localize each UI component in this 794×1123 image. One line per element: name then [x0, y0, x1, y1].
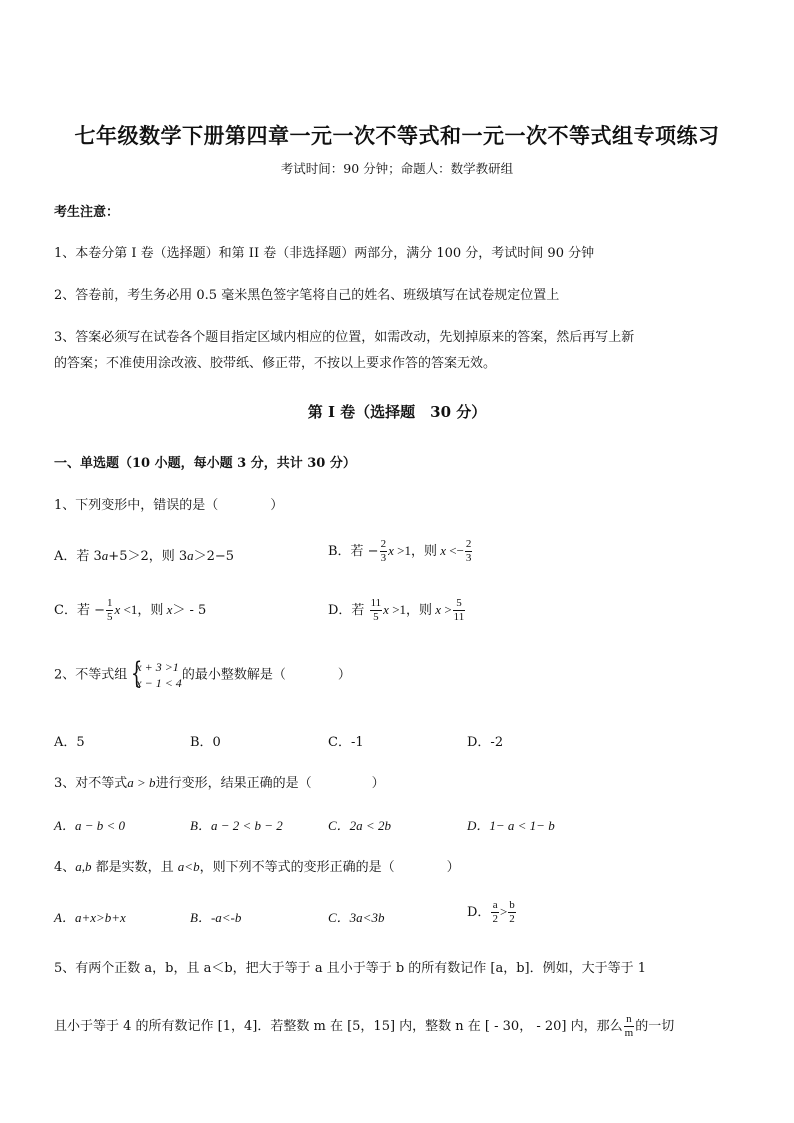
q4-d-gt: >	[499, 904, 508, 919]
q1-a-var1: a	[101, 548, 109, 563]
q1-d-den2: 11	[453, 611, 465, 623]
question-4-stem	[54, 856, 460, 875]
q2-option-a[interactable]: A．5	[54, 735, 85, 750]
q1-option-d[interactable]	[328, 597, 466, 624]
section1-title: 一、单选题（10 小题，每小题 3 分，共计 30 分）	[54, 456, 356, 471]
q1-b-num: 2	[380, 538, 387, 550]
q2-inequality-system: { x + 3 >1 x − 1 < 4	[131, 656, 182, 691]
notice-item-2: 2、答卷前，考生务必用 0.5 毫米黑色签字笔将自己的姓名、班级填写在试卷规定位置上	[54, 288, 560, 303]
q4-option-c[interactable]: C．3a<3b	[328, 910, 385, 925]
q4-d-fraction-1	[491, 899, 499, 926]
notice-item-1: 1、本卷分第 I 卷（选择题）和第 II 卷（非选择题）两部分，满分 100 分，考试时间 90 分钟	[54, 246, 595, 261]
q1-d-num: 11	[370, 597, 382, 609]
q1-b-ineq: >1，则	[393, 543, 441, 558]
q5-line2-a: 且小于等于 4 的所有数记作 [1，4]．若整数 m 在 [5，15] 内，整数 n 在 [ - 30， - 20] 内，那么	[54, 1019, 623, 1034]
question-5-line-1: 5、有两个正数 a，b，且 a＜b，把大于等于 a 且小于等于 b 的所有数记作 [a，b]．例如，大于等于 1	[54, 961, 647, 976]
q1-stem-text: 1、下列变形中，错误的是（	[54, 498, 219, 513]
q3-option-d[interactable]: D．1− a < 1− b	[467, 818, 555, 833]
q1-d-x: x	[383, 602, 389, 617]
q4-d-num2: b	[509, 899, 515, 911]
q1-c-num: 1	[106, 597, 113, 609]
q3-option-a[interactable]: A．a − b < 0	[54, 818, 125, 833]
q1-c-fraction	[106, 597, 114, 624]
question-5-line-2	[54, 1013, 674, 1040]
q2-row-1: x + 3 >1	[136, 660, 179, 674]
q1-d-prefix: D．若	[328, 603, 369, 618]
q4-d-prefix: D．	[467, 905, 491, 920]
q2-suffix: 的最小整数解是（	[181, 667, 286, 683]
q3-ineq: a > b	[127, 775, 156, 790]
q1-d-ineq: >1，则	[388, 602, 436, 617]
q1-b-fraction	[380, 538, 388, 565]
exam-subtitle: 考试时间：90 分钟；命题人：数学教研组	[280, 161, 514, 176]
q3-close: ）	[371, 776, 385, 791]
q1-a-mid: +5＞2，则 3	[108, 549, 188, 564]
q1-b-num2: 2	[465, 538, 472, 550]
q1-c-den: 5	[106, 611, 113, 623]
q5-line2-b: 的一切	[635, 1019, 675, 1034]
question-2-stem	[54, 656, 351, 691]
q1-b-lt: <−	[446, 543, 464, 558]
q1-c-x2: x	[166, 602, 173, 617]
q1-b-fraction-2	[465, 538, 473, 565]
q5-fraction	[624, 1013, 635, 1040]
q1-c-prefix: C．若 −	[54, 603, 105, 618]
q4-vars: a,b	[75, 859, 92, 874]
notice-item-3-cont: 的答案；不准使用涂改液、胶带纸、修正带，不按以上要求作答的答案无效。	[54, 356, 497, 371]
q1-b-x: x	[388, 543, 394, 558]
q2-option-b[interactable]: B．0	[190, 735, 221, 750]
q4-d-den2: 2	[509, 913, 515, 925]
q1-b-prefix: B．若 −	[328, 544, 379, 559]
q4-suffix: ，则下列不等式的变形正确的是（	[199, 860, 395, 875]
question-3-stem	[54, 772, 385, 791]
q3-option-b[interactable]: B．a − 2 < b − 2	[190, 818, 283, 833]
q4-d-fraction-2	[508, 899, 516, 926]
q4-d-den1: 2	[492, 913, 498, 925]
q2-row-2: x − 1 < 4	[136, 676, 182, 690]
q1-option-b[interactable]	[328, 538, 473, 565]
page-title: 七年级数学下册第四章一元一次不等式和一元一次不等式组专项练习	[74, 123, 720, 148]
q1-d-x2: x	[435, 602, 442, 617]
q4-option-b[interactable]: B．-a<-b	[190, 910, 242, 925]
notice-heading: 考生注意：	[54, 205, 120, 220]
q1-a-prefix: A．若 3	[54, 549, 102, 564]
q1-c-ineq: <1，则	[120, 602, 167, 617]
q1-option-c[interactable]	[54, 597, 206, 624]
q1-d-gt: >	[441, 602, 452, 617]
q2-option-d[interactable]: D．-2	[467, 735, 504, 750]
q1-d-num2: 5	[453, 597, 466, 611]
q4-option-a[interactable]: A．a+x>b+x	[54, 910, 126, 925]
q1-d-fraction	[370, 597, 383, 624]
q1-option-a[interactable]	[54, 545, 234, 564]
q2-close: ）	[337, 667, 351, 683]
q5-frac-num: n	[624, 1013, 635, 1027]
q4-close: ）	[446, 860, 460, 875]
q2-option-c[interactable]: C．-1	[328, 735, 364, 750]
question-1-stem	[54, 494, 283, 513]
q4-prefix: 4、	[54, 860, 76, 875]
q1-stem-close: ）	[270, 498, 284, 513]
q1-d-fraction-2	[453, 597, 466, 624]
q4-cond: a<b	[177, 859, 200, 874]
q4-d-num1: a	[492, 899, 498, 911]
q1-b-x2: x	[440, 543, 446, 558]
q4-option-d[interactable]	[467, 899, 517, 926]
q1-c-x: x	[114, 602, 121, 617]
q1-c-tail: ＞ - 5	[172, 603, 207, 618]
q1-b-den2: 3	[465, 552, 472, 564]
q1-b-den: 3	[380, 552, 387, 564]
q4-mid: 都是实数，且	[91, 860, 178, 875]
q3-suffix: 进行变形，结果正确的是（	[155, 776, 312, 791]
q3-option-c[interactable]: C．2a < 2b	[328, 818, 391, 833]
notice-item-3: 3、答案必须写在试卷各个题目指定区域内相应的位置，如需改动，先划掉原来的答案，然后再写上新	[54, 330, 635, 345]
q5-frac-den: m	[624, 1027, 634, 1039]
part1-title: 第 I 卷（选择题 30 分）	[307, 403, 487, 421]
q1-a-var2: a	[187, 548, 194, 563]
q1-a-tail: ＞2−5	[193, 549, 235, 564]
q1-d-den: 5	[373, 611, 379, 623]
q3-prefix: 3、对不等式	[54, 776, 128, 791]
q2-prefix: 2、不等式组	[54, 667, 128, 683]
